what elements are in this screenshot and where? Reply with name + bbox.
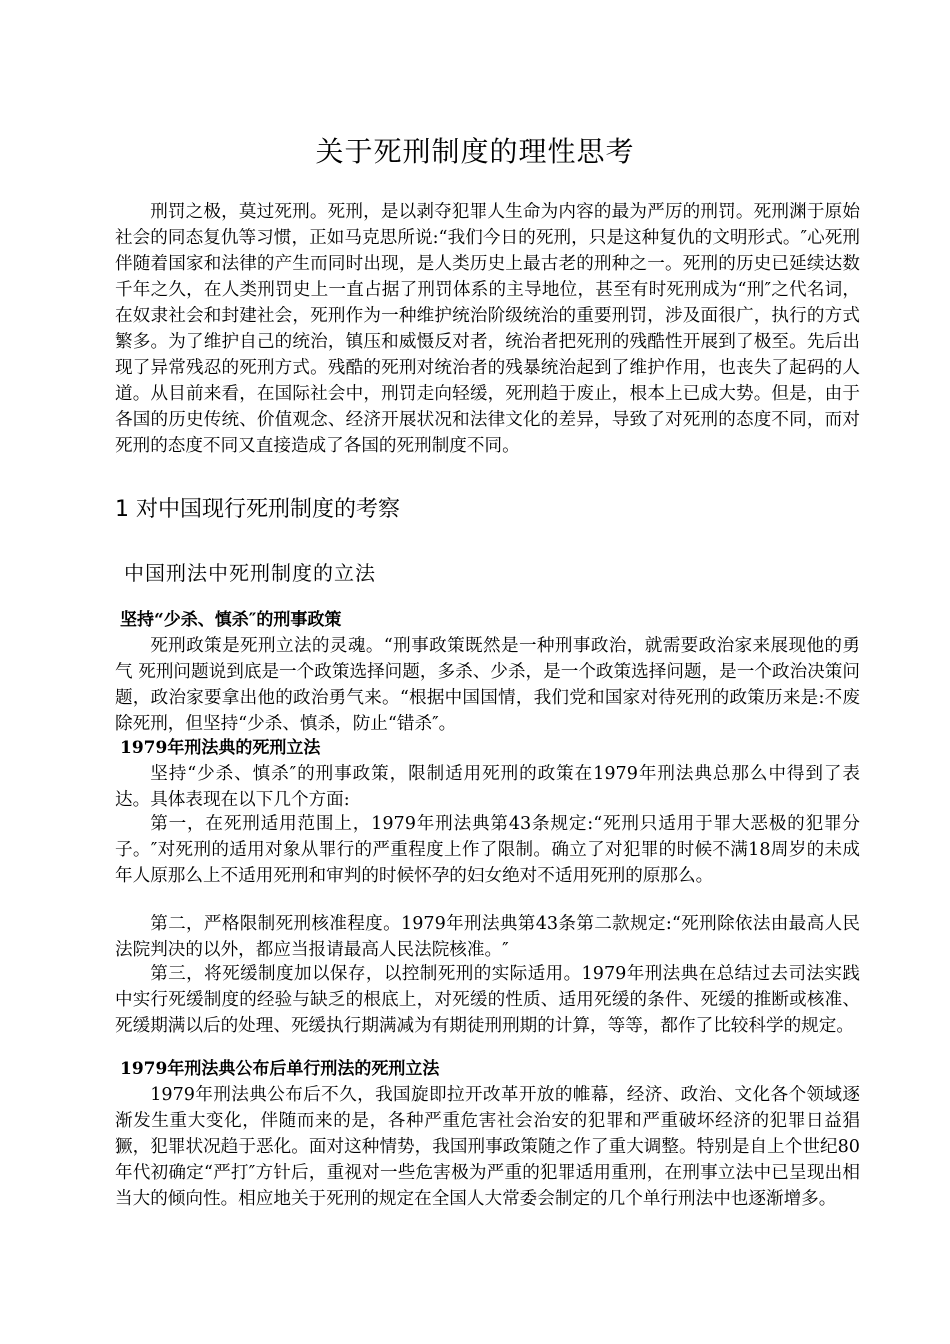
intro-paragraph: 刑罚之极，莫过死刑。死刑，是以剥夺犯罪人生命为内容的最为严厉的刑罚。死刑渊于原始社会的同态复仇等习惯，正如马克思所说:“我们今日的死刑，只是这种复仇的文明形式。″心死刑伴随着国家和法律的产生而同时出现，是人类历史上最古老的刑种之一。死刑的历史已延续达数千年之久，在人类刑罚史上一直占据了刑罚体系的主导地位，甚至有时死刑成为“刑″之代名词，在奴隶社会和封建社会，死刑作为一种维护统治阶级统治的重要刑罚，涉及面很广，执行的方式繁多。为了维护自己的统治，镇压和威慑反对者，统治者把死刑的残酷性开展到了极至。先后出现了异常残忍的死刑方式。残酷的死刑对统治者的残暴统治起到了维护作用，也丧失了起码的人道。从目前来看，在国际社会中，刑罚走向轻缓，死刑趋于废止，根本上已成大势。但是，由于各国的历史传统、价值观念、经济开展状况和法律文化的差异，导致了对死刑的态度不同，而对死刑的态度不同又直接造成了各国的死刑制度不同。 bbox=[115, 202, 860, 456]
subheading-policy: 坚持“少杀、慎杀″的刑事政策 bbox=[120, 610, 342, 630]
paragraph-single-laws: 1979年刑法典公布后不久，我国旋即拉开改革开放的帷幕，经济、政治、文化各个领域逐渐发生重大变化，伴随而来的是，各种严重危害社会治安的犯罪和严重破坏经济的犯罪日益猖獗，犯罪状况趋于恶化。面对这种情势，我国刑事政策随之作了重大调整。特别是自上个世纪80年代初确定“严打″方针后，重视对一些危害极为严重的犯罪适用重刑，在刑事立法中已呈现出相当大的倾向性。相应地关于死刑的规定在全国人大常委会制定的几个单行刑法中也逐渐增多。 bbox=[115, 1085, 860, 1209]
section-heading-1: 1 对中国现行死刑制度的考察 bbox=[115, 497, 400, 522]
document-title: 关于死刑制度的理性思考 bbox=[315, 135, 635, 168]
subheading-single-laws: 1979年刑法典公布后单行刑法的死刑立法 bbox=[120, 1059, 440, 1079]
paragraph-policy: 死刑政策是死刑立法的灵魂。“刑事政策既然是一种刑事政治，就需要政治家来展现他的勇气 死刑问题说到底是一个政策选择问题，多杀、少杀，是一个政策选择问题，是一个政治决策问题，政治家要拿出他的政治勇气来。“根据中国国情，我们党和国家对待死刑的政策历来是:不废除死刑，但坚持“少杀、慎杀，防止“错杀″。 bbox=[115, 636, 860, 734]
paragraph-1979-third: 第三，将死缓制度加以保存，以控制死刑的实际适用。1979年刑法典在总结过去司法实践中实行死缓制度的经验与缺乏的根底上，对死缓的性质、适用死缓的条件、死缓的推断或核准、死缓期满以后的处理、死缓执行期满减为有期徒刑刑期的计算，等等，都作了比较科学的规定。 bbox=[115, 964, 860, 1036]
paragraph-1979-intro: 坚持“少杀、慎杀″的刑事政策，限制适用死刑的政策在1979年刑法典总那么中得到了表达。具体表现在以下几个方面: bbox=[115, 764, 860, 810]
paragraph-1979-second: 第二，严格限制死刑核准程度。1979年刑法典第43条第二款规定:“死刑除依法由最高人民法院判决的以外，都应当报请最高人民法院核准。″ bbox=[115, 914, 860, 960]
subheading-1979-code: 1979年刑法典的死刑立法 bbox=[120, 738, 321, 758]
section-heading-1-1: 中国刑法中死刑制度的立法 bbox=[124, 561, 376, 585]
paragraph-1979-first: 第一，在死刑适用范围上，1979年刑法典第43条规定:“死刑只适用于罪大恶极的犯罪分子。″对死刑的适用对象从罪行的严重程度上作了限制。确立了对犯罪的时候不满18周岁的未成年人原那么上不适用死刑和审判的时候怀孕的妇女绝对不适用死刑的原那么。 bbox=[115, 814, 860, 886]
